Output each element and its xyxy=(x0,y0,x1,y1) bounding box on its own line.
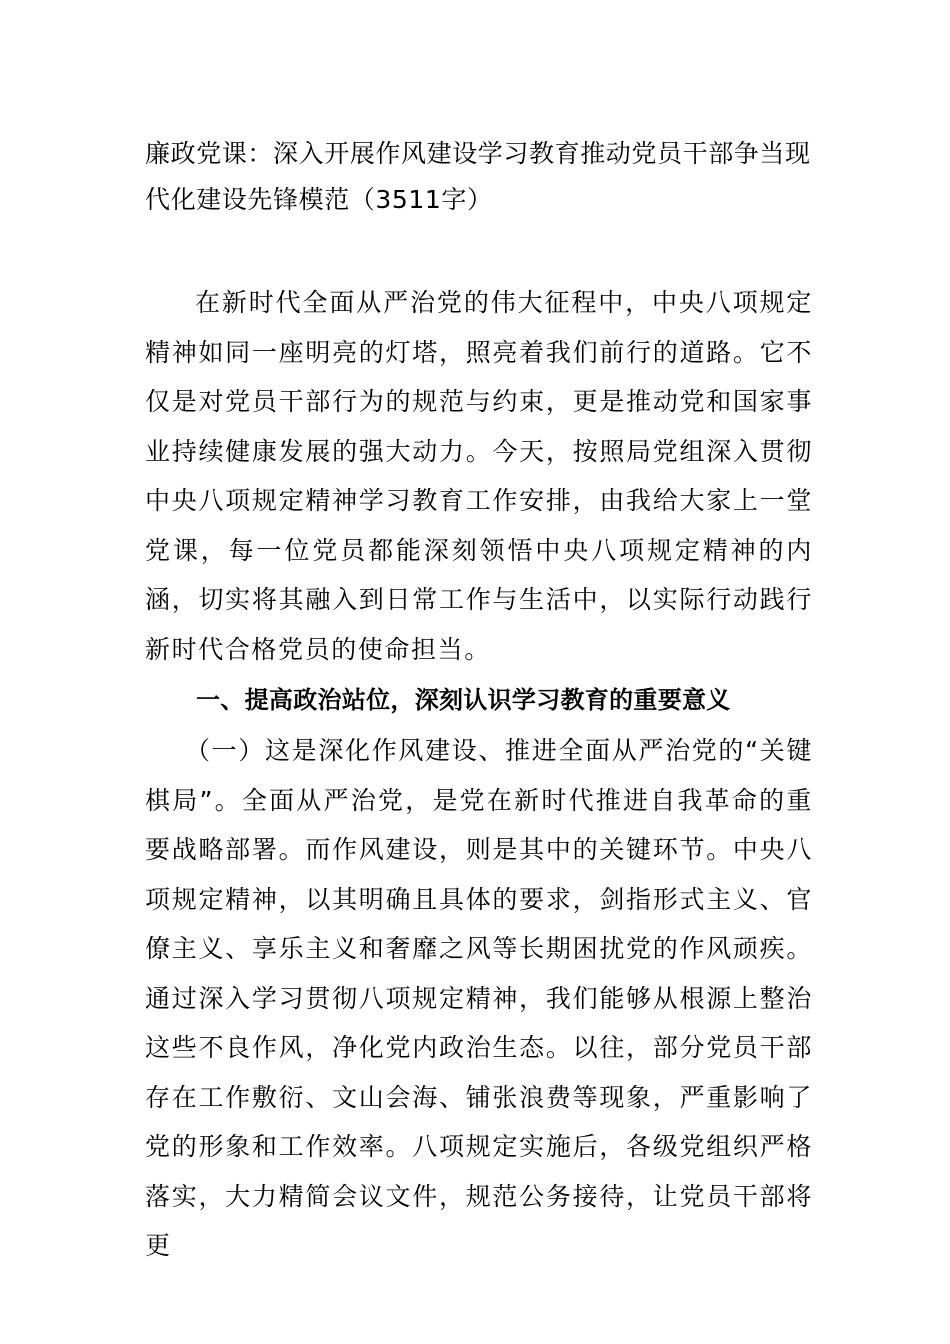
intro-paragraph: 在新时代全面从严治党的伟大征程中，中央八项规定精神如同一座明亮的灯塔，照亮着我们前行的道路。它不仅是对党员干部行为的规范与约束，更是推动党和国家事业持续健康发展的强大动力。今天，按照局党组深入贯彻中央八项规定精神学习教育工作安排，由我给大家上一堂党课，每一位党员都能深刻领悟中央八项规定精神的内涵，切实将其融入到日常工作与生活中，以实际行动践行新时代合格党员的使命担当。 xyxy=(145,288,813,664)
subsection-paragraph-1: （一）这是深化作风建设、推进全面从严治党的“关键棋局”。全面从严治党，是党在新时代推进自我革命的重要战略部署。而作风建设，则是其中的关键环节。中央八项规定精神，以其明确且具体的要求，剑指形式主义、官僚主义、享乐主义和奢靡之风等长期困扰党的作风顽疾。通过深入学习贯彻八项规定精神，我们能够从根源上整治这些不良作风，净化党内政治生态。以往，部分党员干部存在工作敷衍、文山会海、铺张浪费等现象，严重影响了党的形象和工作效率。八项规定实施后，各级党组织严格落实，大力精简会议文件，规范公务接待，让党员干部将更 xyxy=(145,736,813,1260)
section-heading-1: 一、提高政治站位，深刻认识学习教育的重要意义 xyxy=(196,686,731,714)
document-title: 廉政党课：深入开展作风建设学习教育推动党员干部争当现代化建设先锋模范（3511字） xyxy=(145,139,811,214)
